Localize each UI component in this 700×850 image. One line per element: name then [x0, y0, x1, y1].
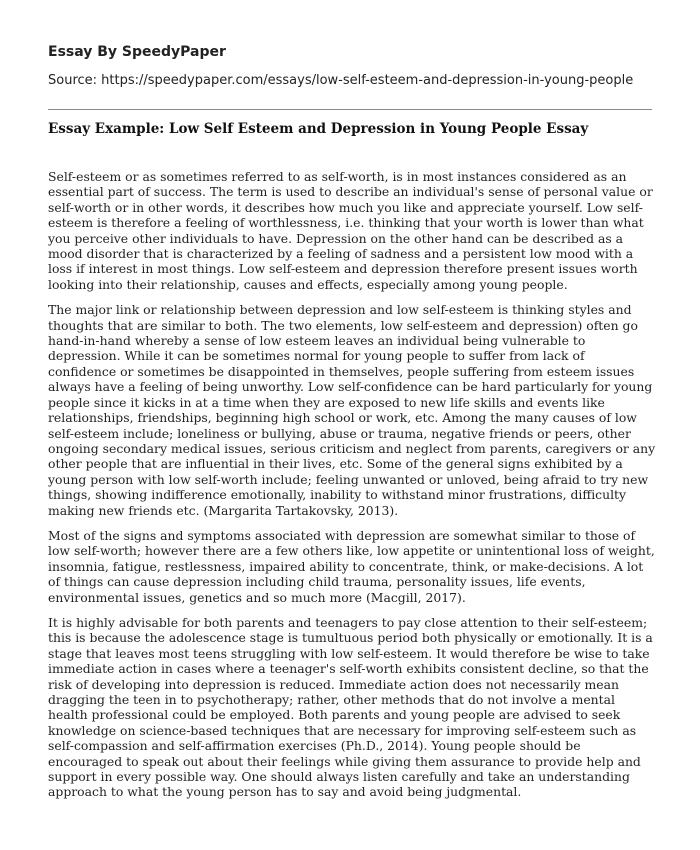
header-divider — [48, 109, 652, 110]
essay-body — [48, 169, 656, 810]
paragraph-3: Most of the signs and symptoms associated with depression are somewhat similar to those of low self-worth; however there are a few others like, low appetite or unintentional loss of weight, insomnia, fatigue, restlessness, impaired ability to concentrate, think, or make-decisions. A lot of things can cause depression including child trauma, personality issues, life events, environmental issues, genetics and so much more (Macgill, 2017). — [48, 527, 655, 605]
source-line: Source: https://speedypaper.com/essays/low-self-esteem-and-depression-in-young-people — [48, 73, 634, 88]
paragraph-2: The major link or relationship between depression and low self-esteem is thinking styles and thoughts that are similar to both. The two elements, low self-esteem and depression) often go hand-in-hand whereby a sense of low esteem leaves an individual being vulnerable to depression. While it can be sometimes normal for young people to suffer from lack of confidence or sometimes be disappointed in themselves, people suffering from esteem issues always have a feeling of being unworthy. Low self-confidence can be hard particularly for young people since it kicks in at a time when they are exposed to new life skills and events like relationships, friendships, beginning high school or work, etc. Among the many causes of low self-esteem include; loneliness or bullying, abuse or trauma, negative friends or peers, other ongoing secondary medical issues, serious criticism and neglect from parents, caregivers or any other people that are influential in their lives, etc. Some of the general signs exhibited by a young person with low self-worth include; feeling unwanted or unloved, being afraid to try new things, showing indifference emotionally, inability to withstand minor frustrations, difficulty making new friends etc. (Margarita Tartakovsky, 2013). — [48, 302, 656, 518]
paragraph-1: Self-esteem or as sometimes referred to as self-worth, is in most instances considered as an essential part of success. The term is used to describe an individual's sense of personal value or self-worth or in other words, it describes how much you like and appreciate yourself. Low self-esteem is therefore a feeling of worthlessness, i.e. thinking that your worth is lower than what you perceive other individuals to have. Depression on the other hand can be described as a mood disorder that is characterized by a feeling of sadness and a persistent low mood with a loss if interest in most things. Low self-esteem and depression therefore present issues worth looking into their relationship, causes and effects, especially among young people. — [48, 169, 653, 292]
essay-title: Essay Example: Low Self Esteem and Depression in Young People Essay — [48, 121, 589, 137]
paragraph-4: It is highly advisable for both parents and teenagers to pay close attention to their self-esteem; this is because the adolescence stage is tumultuous period both physically or emotionally. It is a stage that leaves most teens struggling with low self-esteem. It would therefore be wise to take immediate action in cases where a teenager's self-worth exhibits consistent decline, so that the risk of developing into depression is reduced. Immediate action does not necessarily mean dragging the teen in to psychotherapy; rather, other methods that do not involve a mental health professional could be employed. Both parents and young people are advised to seek knowledge on science-based techniques that are necessary for improving self-esteem such as self-compassion and self-affirmation exercises (Ph.D., 2014). Young people should be encouraged to speak out about their feelings while giving them assurance to provide help and support in every possible way. One should always listen carefully and take an understanding approach to what the young person has to say and avoid being judgmental. — [48, 614, 653, 800]
brand-heading: Essay By SpeedyPaper — [48, 44, 226, 60]
